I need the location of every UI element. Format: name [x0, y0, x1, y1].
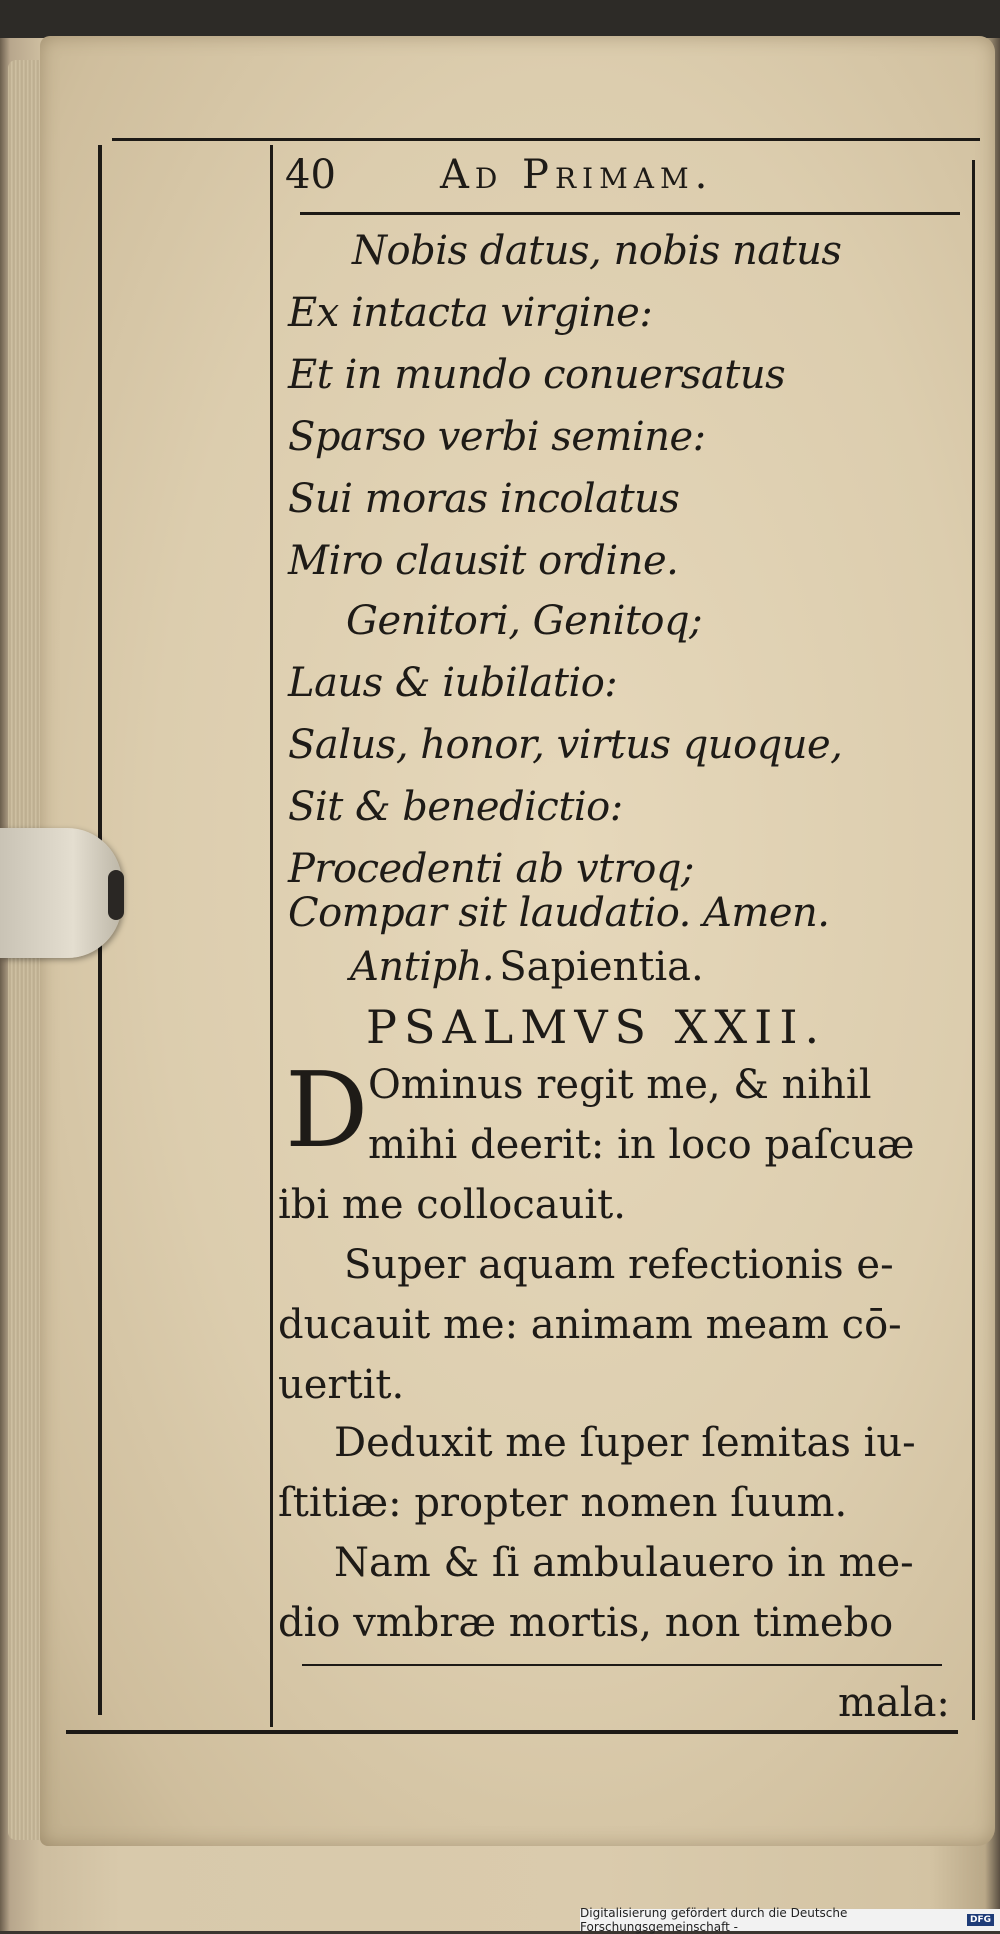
hymn-line: Ex intacta virgine:	[288, 290, 653, 336]
footer-text: Digitalisierung gefördert durch die Deutsche Forschungsgemeinschaft -	[580, 1906, 848, 1934]
hymn-line: Sit & benedictio:	[288, 784, 623, 830]
frame-top-rule	[112, 138, 980, 141]
psalm-line: uertit.	[278, 1362, 405, 1408]
hymn-line: Sparso verbi semine:	[288, 414, 706, 460]
psalm-line: Deduxit me ſuper ſemitas iu-	[334, 1420, 916, 1466]
antiphon	[350, 944, 704, 990]
hymn-line: Sui moras incolatus	[288, 476, 680, 522]
book-clasp	[0, 828, 122, 958]
psalm-line: ducauit me: animam meam cō-	[278, 1302, 902, 1348]
psalm-line: dio vmbræ mortis, non timebo	[278, 1600, 894, 1646]
psalm-line: ſtitiæ: propter nomen ſuum.	[278, 1480, 848, 1526]
scan-top-edge	[0, 0, 1000, 38]
psalm-line: Ominus regit me, & nihil	[368, 1062, 872, 1108]
frame-right-rule	[972, 160, 975, 1720]
hymn-line: Genitori, Genitoq;	[346, 598, 703, 644]
psalm-title: PSALMVS XXII.	[366, 1000, 827, 1054]
psalm-line: Nam & ſi ambulauero in me-	[334, 1540, 914, 1586]
running-title: Ad Primam.	[440, 152, 714, 198]
page-number: 40	[285, 152, 336, 198]
frame-bottom-rule	[66, 1730, 958, 1734]
drop-cap: D	[285, 1049, 369, 1171]
digitization-footer	[580, 1906, 1000, 1934]
psalm-line: Super aquam refectionis e-	[344, 1242, 894, 1288]
book-clasp-pin	[108, 870, 124, 920]
hymn-line: Et in mundo conuersatus	[288, 352, 786, 398]
antiphon-text: Sapientia.	[499, 944, 704, 990]
header-underline	[300, 212, 960, 215]
hymn-line: Laus & iubilatio:	[288, 660, 618, 706]
antiphon-label: Antiph.	[350, 944, 495, 990]
frame-left-inner-rule	[270, 145, 273, 1727]
hymn-line: Compar sit laudatio. Amen.	[288, 890, 830, 936]
hymn-line: Nobis datus, nobis natus	[352, 228, 842, 274]
psalm-line: ibi me collocauit.	[278, 1182, 626, 1228]
psalm-line: mihi deerit: in loco paſcuæ	[368, 1122, 915, 1168]
bottom-text-rule	[302, 1664, 942, 1666]
hymn-line: Miro clausit ordine.	[288, 538, 679, 584]
catchword: mala:	[838, 1680, 950, 1726]
hymn-line: Procedenti ab vtroq;	[288, 846, 694, 892]
dfg-logo-icon: DFG	[967, 1914, 994, 1926]
hymn-line: Salus, honor, virtus quoque,	[288, 722, 843, 768]
